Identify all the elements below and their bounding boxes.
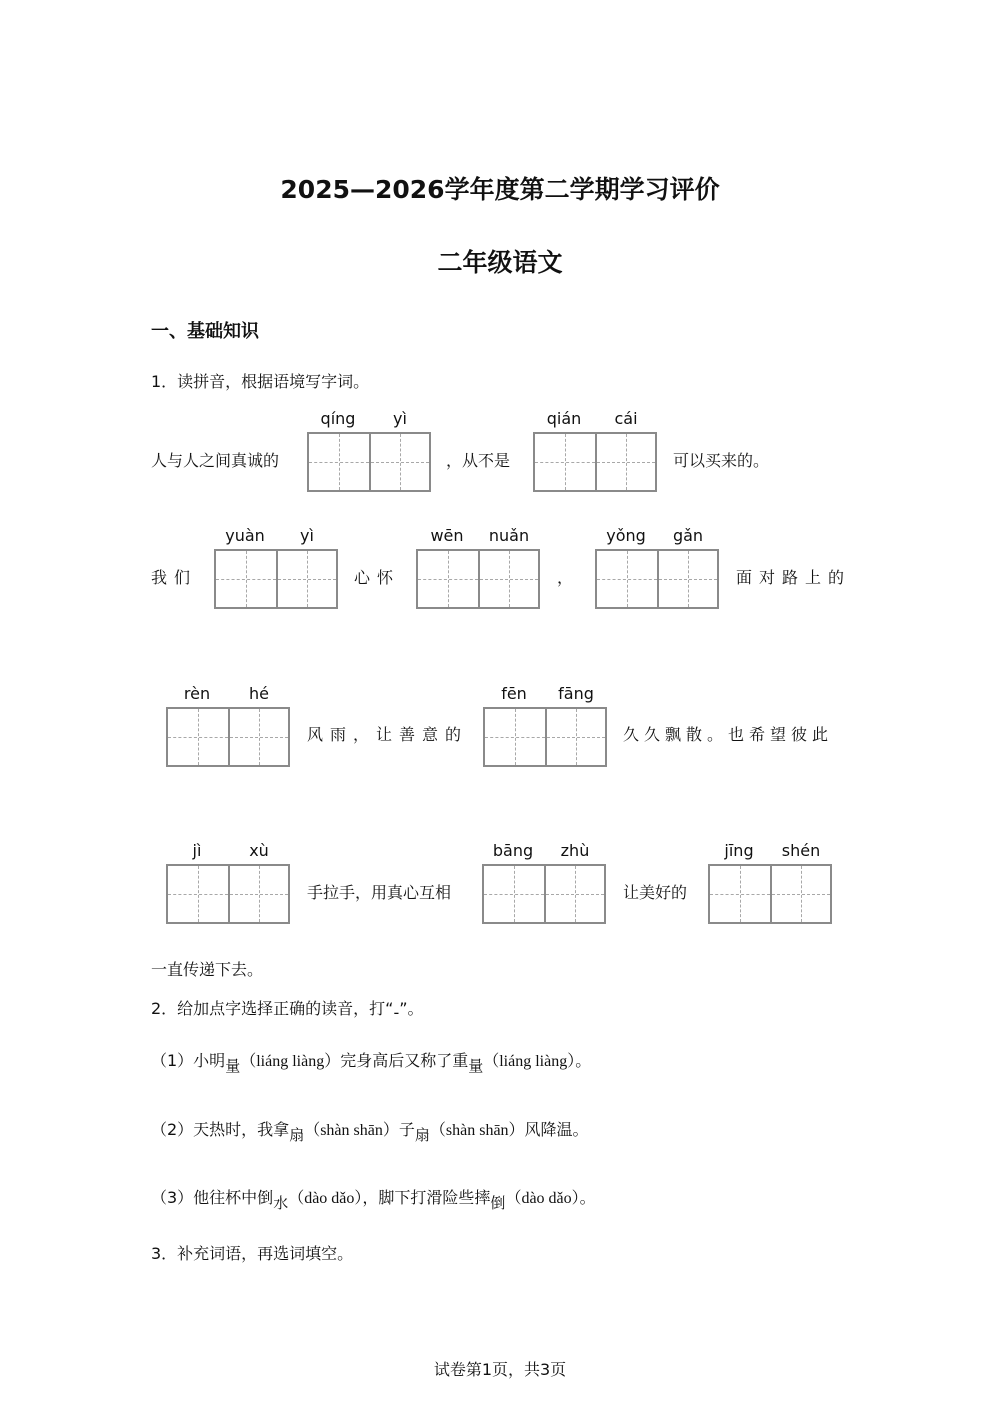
- question-1-prompt: 1．读拼音，根据语境写字词。: [151, 372, 370, 391]
- pinyin-box-jingshen: [708, 842, 838, 926]
- pinyin-label: yǒng: [606, 526, 646, 545]
- tianzige-grid: [214, 549, 338, 609]
- item-text: （shàn shān）风降温。: [429, 1122, 589, 1139]
- pinyin-box-fenfang: [483, 685, 613, 769]
- item-text: （2）天热时，我拿: [151, 1120, 290, 1139]
- pinyin-box-jixu: [166, 842, 296, 926]
- pinyin-box-bangzhu: [482, 842, 612, 926]
- row1-text-2: ，从不是: [446, 451, 511, 470]
- question-2-prompt: [151, 998, 424, 1020]
- item-text: （dào dǎo），脚下打滑险些摔: [288, 1190, 491, 1207]
- section-heading: 一、基础知识: [151, 321, 259, 342]
- pinyin-label: yì: [300, 526, 314, 545]
- tianzige-grid: [166, 707, 290, 767]
- row1-text-3: 可以买来的。: [673, 451, 770, 470]
- write-cell[interactable]: [228, 866, 288, 922]
- row2-text-4: 面对路上的: [736, 568, 852, 587]
- pinyin-label: fēn: [501, 684, 527, 703]
- page-footer: 试卷第1页，共3页: [433, 1360, 567, 1379]
- row1-text-1: 人与人之间真诚的: [151, 451, 280, 470]
- tianzige-grid: [708, 864, 832, 924]
- pinyin-label: bāng: [492, 841, 534, 860]
- dotted-char: 量: [225, 1057, 241, 1075]
- write-cell[interactable]: [710, 866, 770, 922]
- write-cell[interactable]: [595, 434, 655, 490]
- row2-text-1: 我们: [151, 568, 198, 587]
- pinyin-label: gǎn: [672, 526, 704, 545]
- pinyin-label: nuǎn: [488, 526, 530, 545]
- dotted-char: 扇: [414, 1126, 430, 1144]
- pinyin-box-yonggan: [595, 527, 725, 611]
- pinyin-label: xù: [249, 841, 269, 860]
- row4-text-2: 让美好的: [623, 883, 688, 902]
- pinyin-box-qiancai: [533, 410, 663, 494]
- pinyin-box-qingyi: [307, 410, 437, 494]
- write-cell[interactable]: [485, 709, 545, 765]
- item-text: （3）他往杯中倒: [151, 1188, 274, 1207]
- write-cell[interactable]: [168, 866, 228, 922]
- item-text: （dào dǎo）。: [505, 1190, 596, 1207]
- row3-text-1: 风雨，让善意的: [307, 725, 469, 744]
- tianzige-grid: [533, 432, 657, 492]
- pinyin-label: hé: [249, 684, 269, 703]
- dotted-char: 量: [468, 1057, 484, 1075]
- write-cell[interactable]: [168, 709, 228, 765]
- prompt-text: 2．给加点字选择正确的读音，打“: [151, 999, 394, 1018]
- write-cell[interactable]: [544, 866, 604, 922]
- write-cell[interactable]: [228, 709, 288, 765]
- dotted-char: 倒: [490, 1194, 506, 1212]
- pinyin-label: cái: [614, 409, 638, 428]
- pinyin-box-wennuan: [416, 527, 546, 611]
- question-3-prompt: 3．补充词语，再选词填空。: [151, 1244, 354, 1263]
- pinyin-label: yuàn: [225, 526, 265, 545]
- item-text: （liáng liàng）完身高后又称了重: [240, 1053, 469, 1070]
- row4-text-1: 手拉手，用真心互相: [307, 883, 452, 902]
- pinyin-label: qián: [546, 409, 582, 428]
- tianzige-grid: [166, 864, 290, 924]
- pinyin-label: fāng: [558, 684, 594, 703]
- question-2-item-2: [151, 1119, 589, 1142]
- pinyin-label: qíng: [320, 409, 356, 428]
- write-cell[interactable]: [418, 551, 478, 607]
- item-text: （shàn shān）子: [304, 1122, 415, 1139]
- pinyin-label: jì: [192, 841, 202, 860]
- row3-text-2: 久久飘散。也希望彼此: [623, 725, 834, 744]
- tick-mark: -: [393, 1003, 400, 1022]
- item-text: （liáng liàng）。: [483, 1053, 592, 1070]
- pinyin-label: shén: [781, 841, 821, 860]
- pinyin-label: zhù: [560, 841, 590, 860]
- dotted-char: 水: [273, 1194, 289, 1212]
- question-2-item-1: [151, 1050, 591, 1073]
- tianzige-grid: [595, 549, 719, 609]
- write-cell[interactable]: [545, 709, 605, 765]
- pinyin-label: yì: [393, 409, 407, 428]
- row2-text-2: 心怀: [354, 568, 401, 587]
- write-cell[interactable]: [276, 551, 336, 607]
- tianzige-grid: [416, 549, 540, 609]
- document-title: 2025—2026学年度第二学期学习评价: [280, 175, 720, 204]
- write-cell[interactable]: [657, 551, 717, 607]
- dotted-char: 扇: [289, 1126, 305, 1144]
- pinyin-label: rèn: [183, 684, 211, 703]
- row2-text-3: ，: [557, 568, 574, 587]
- pinyin-label: wēn: [430, 526, 464, 545]
- write-cell[interactable]: [770, 866, 830, 922]
- question-2-item-3: [151, 1187, 596, 1210]
- pinyin-box-renhe: [166, 685, 296, 769]
- item-text: （1）小明: [151, 1051, 226, 1070]
- document-subtitle: 二年级语文: [437, 248, 563, 277]
- row4-ending: 一直传递下去。: [151, 960, 264, 979]
- tianzige-grid: [482, 864, 606, 924]
- prompt-text: ”。: [399, 999, 424, 1018]
- write-cell[interactable]: [369, 434, 429, 490]
- write-cell[interactable]: [597, 551, 657, 607]
- write-cell[interactable]: [216, 551, 276, 607]
- tianzige-grid: [307, 432, 431, 492]
- write-cell[interactable]: [309, 434, 369, 490]
- pinyin-label: jīng: [724, 841, 754, 860]
- pinyin-box-yuanyi: [214, 527, 344, 611]
- write-cell[interactable]: [535, 434, 595, 490]
- write-cell[interactable]: [478, 551, 538, 607]
- write-cell[interactable]: [484, 866, 544, 922]
- tianzige-grid: [483, 707, 607, 767]
